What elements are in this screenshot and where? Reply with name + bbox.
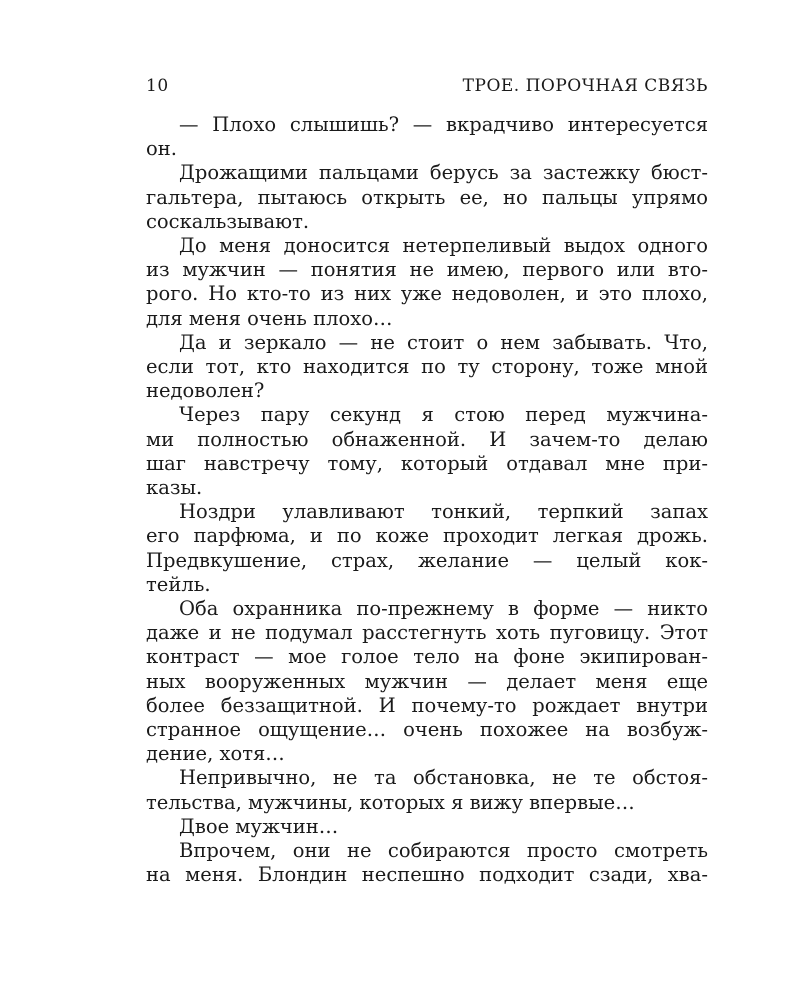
- text-line: — Плохо слышишь? — вкрадчиво интересуется: [179, 113, 708, 136]
- text-line: Дрожащими пальцами берусь за застежку бюст-: [179, 161, 708, 185]
- text-line: рого. Но кто-то из них уже недоволен, и это плохо,: [146, 282, 708, 306]
- text-line: соскальзывают.: [146, 209, 310, 233]
- text-line: для меня очень плохо…: [146, 306, 393, 330]
- text-line: на меня. Блондин неспешно подходит сзади, хва-: [146, 863, 708, 887]
- page-number: 10: [146, 76, 169, 96]
- text-line: даже и не подумал расстегнуть хоть пуговицу. Этот: [146, 621, 708, 645]
- text-line: странное ощущение… очень похожее на возбуж-: [146, 718, 708, 742]
- text-line: Через пару секунд я стою перед мужчина-: [179, 403, 708, 427]
- text-line: гальтера, пытаюсь открыть ее, но пальцы упрямо: [146, 185, 708, 209]
- text-line: его парфюма, и по коже проходит легкая дрожь.: [146, 524, 708, 548]
- text-line: более беззащитной. И почему-то рождает внутри: [146, 693, 708, 717]
- body-text: [146, 113, 708, 888]
- text-line: казы.: [146, 476, 203, 500]
- text-line: тельства, мужчины, которых я вижу впервые…: [146, 790, 635, 814]
- text-line: контраст — мое голое тело на фоне экипирован-: [146, 645, 708, 669]
- running-title: ТРОЕ. ПОРОЧНАЯ СВЯЗЬ: [462, 76, 708, 96]
- text-line: ми полностью обнаженной. И зачем-то делаю: [146, 427, 708, 451]
- text-line: Непривычно, не та обстановка, не те обстоя-: [179, 766, 708, 790]
- text-line: Впрочем, они не собираются просто смотреть: [179, 839, 708, 863]
- text-line: из мужчин — понятия не имею, первого или вто-: [146, 258, 708, 282]
- text-line: Ноздри улавливают тонкий, терпкий запах: [179, 500, 708, 524]
- text-line: шаг навстречу тому, который отдавал мне при-: [146, 451, 708, 475]
- text-line: если тот, кто находится по ту сторону, тоже мной: [146, 355, 708, 379]
- text-line: недоволен?: [146, 379, 265, 403]
- text-line: Да и зеркало — не стоит о нем забывать. Что,: [179, 330, 708, 354]
- text-line: Оба охранника по-прежнему в форме — никто: [179, 597, 708, 621]
- text-line: он.: [146, 137, 177, 161]
- text-line: Двое мужчин…: [179, 814, 339, 838]
- text-line: До меня доносится нетерпеливый выдох одного: [179, 234, 708, 258]
- text-line: дение, хотя…: [146, 742, 285, 766]
- text-line: Предвкушение, страх, желание — целый кок-: [146, 548, 708, 572]
- running-header: [146, 76, 708, 96]
- text-line: ных вооруженных мужчин — делает меня еще: [146, 669, 708, 693]
- text-line: тейль.: [146, 572, 211, 596]
